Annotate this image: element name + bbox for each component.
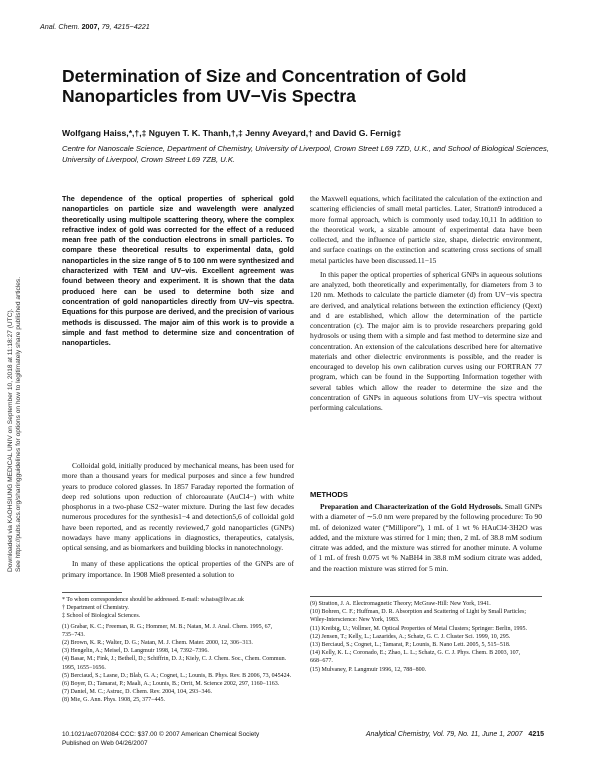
journal-issue-line: Analytical Chemistry, Vol. 79, No. 11, June 1, 2007 xyxy=(365,731,523,738)
reference: (9) Stratton, J. A. Electromagnetic Theory; McGraw-Hill: New York, 1941. xyxy=(310,601,491,607)
article-title: Determination of Size and Concentration of Gold Nanoparticles from UV−Vis Spectra xyxy=(62,66,467,106)
footnote: ‡ School of Biological Sciences. xyxy=(62,613,141,620)
references-right xyxy=(310,600,542,674)
journal-name: Anal. Chem. xyxy=(40,22,80,31)
reference: (5) Berciaud, S.; Lasne, D.; Blab, G. A.; Cognet, L.; Lounis, B. Phys. Rev. B 2006, 73, 045424. xyxy=(62,672,292,679)
reference: (2) Brown, K. R.; Walter, D. G.; Natan, M. J. Chem. Mater. 2000, 12, 306−313. xyxy=(62,640,253,647)
journal-citation xyxy=(40,22,150,31)
abstract: The dependence of the optical properties of spherical gold nanoparticles on particle size and wavelength were analyzed theoretically using multipole scattering theory, where the complex refractive index of gold was corrected for the effect of a reduced mean free path of the conduction electrons in small particles. To compare these theoretical results to experimental data, gold nanoparticles in the size range of 5 to 100 nm were synthesized and characterized with TEM and UV−vis. Excellent agreement was found between theory and experiment. It is shown that the data produced here can be used to determine both size and concentration of gold nanoparticles directly from UV−vis spectra. Equations for this purpose are derived, and the precision of various methods is discussed. The major aim of this work is to provide a simple and fast method to determine size and concentration of nanoparticles. xyxy=(62,194,294,348)
reference: (7) Daniel, M. C.; Astruc, D. Chem. Rev. 2004, 104, 293−346. xyxy=(62,689,212,696)
footnote: * To whom correspondence should be addressed. E-mail: w.haiss@liv.ac.uk xyxy=(62,597,244,603)
footer-right xyxy=(300,731,544,738)
right-paragraph-2: In this paper the optical properties of spherical GNPs in aqueous solutions are analyzed, both theoretically and experimentally, for diameters from 3 to 120 nm. Methods to calculate the particle diameter (d) from UV−vis spectra are derived, and analytical relations between the extinction efficiency (Qext) and d are established, which allow the determination of the particle concentration (c). The major aim is to provide researchers preparing gold hydrosols or using them with a simple and fast method to determine size and concentration. An extension of the calculations described here for alternative materials and other dielectric environments is possible, and the reader is encouraged to develop his own calibration curves using our FORTRAN 77 program, which can be found in the Supporting Information together with several tables which allow the reader to determine the size and the concentration of GNPs in aqueous solutions from UV−vis spectra without performing calculations. xyxy=(310,269,542,412)
intro-paragraph-1: Colloidal gold, initially produced by mechanical means, has been used for more than a thousand years for medical purposes and since a few hundred years to produce colored glasses. In 1857 Faraday reported the formation of deep red solutions upon reduction of chloroaurate (AuCl4−) with white phosphorus in a two-phase CS2−water mixture. During the last few decades numerous procedures for the synthesis1−4 and detection5,6 of colloidal gold have been reported, and as recently reviewed,7 gold nanoparticles (GNPs) nowadays have many applications in diagnostics, therapeutics, catalysis, optical sensing, and as biomarkers and building blocks in nanotechnology. xyxy=(62,461,294,552)
footnotes-and-references xyxy=(62,596,294,705)
reference: (3) Hengelin, A.; Meisel, D. Langmuir 1998, 14, 7392−7396. xyxy=(62,648,209,655)
reference: (6) Boyer, D.; Tamarat, P.; Maali, A.; Lounis, B.; Orrit, M. Science 2002, 297, 1160−1163. xyxy=(62,681,280,688)
doi-line: 10.1021/ac0702084 CCC: $37.00 © 2007 American Chemical Society xyxy=(62,731,260,738)
methods-subheading: Preparation and Characterization of the Gold Hydrosols. xyxy=(320,502,503,511)
right-column-text xyxy=(310,194,542,417)
methods-section xyxy=(310,502,542,574)
reference: (8) Mie, G. Ann. Phys. 1908, 25, 377−445. xyxy=(62,697,166,704)
journal-year: 2007, xyxy=(81,22,100,31)
introduction xyxy=(62,461,294,586)
reference: (4) Basar, M.; Fink, J.; Bethell, D.; Schiffrin, D. J.; Kiely, C. J. Chem. Soc., Chem. Commun. 1995, 1655−1656. xyxy=(62,656,287,671)
reference: (1) Grabar, K. C.; Freeman, R. G.; Hommer, M. B.; Natan, M. J. Anal. Chem. 1995, 67, 735−743. xyxy=(62,623,273,638)
published-line: Published on Web 04/26/2007 xyxy=(62,739,148,747)
sidebar-line-2: See https://pubs.acs.org/sharingguidelines for options on how to legitimately share published articles. xyxy=(15,276,22,572)
footnote-divider xyxy=(62,592,122,593)
reference: (15) Mulvaney, P. Langmuir 1996, 12, 788−800. xyxy=(310,666,427,673)
footer-left xyxy=(62,731,259,748)
reference: (10) Bohren, C. F.; Huffman, D. R. Absorption and Scattering of Light by Small Particles; Wiley-Interscience: New York, 1983. xyxy=(310,609,527,624)
affiliations: Centre for Nanoscale Science, Department of Chemistry, University of Liverpool, Crown Street L69 7ZD, U.K., and School of Biological Sciences, University of Liverpool, Crown Street L69 7ZB, U.K. xyxy=(62,144,549,164)
reference: (13) Berciaud, S.; Cognet, L.; Tamarat, P.; Lounis, B. Nano Lett. 2005, 5, 515−518. xyxy=(310,642,511,649)
methods-paragraph xyxy=(310,502,542,574)
right-paragraph-1: the Maxwell equations, which facilitated the calculation of the extinction and scattering efficiencies of small metal particles. Later, Stratton9 introduced a more formal approach, which is commonly used today.10,11 In addition to the theoretical work, a sizable amount of experimental data have been collected, and the influence of particle size, shape, dielectric environment, and surface coatings on the extinction and scattering cross sections of small metal particles have been discussed.11−15 xyxy=(310,194,542,265)
methods-text: Small GNPs with a diameter of ∼5.0 nm were prepared by the following procedure: To 90 mL of deionized water (“Millipore”), 1 mL of 1 wt % HAuCl4·3H2O was added, and the mixture was stirred for 1 min; then, 2 mL of 38.8 mM sodium citrate was added, and the mixture was stirred for another minute. A volume of 1 mL of fresh 0.075 wt % NaBH4 in 38.8 mM sodium citrate was added, and the reaction mixture was stirred for 5 min. xyxy=(310,502,542,573)
methods-heading: METHODS xyxy=(310,490,348,499)
journal-pages: 4215−4221 xyxy=(113,22,150,31)
intro-paragraph-2: In many of these applications the optical properties of the GNPs are of primary importance. In 1908 Mie8 presented a solution to xyxy=(62,559,294,579)
sidebar-line-1: Downloaded via KAOHSIUNG MEDICAL UNIV on September 10, 2018 at 11:18:27 (UTC). xyxy=(7,308,14,572)
reference: (12) Jensen, T.; Kelly, L.; Lazarides, A.; Schatz, G. C. J. Cluster Sci. 1999, 10, 295. xyxy=(310,633,511,640)
page-number: 4215 xyxy=(528,731,544,738)
footnote: † Department of Chemistry. xyxy=(62,605,129,612)
reference-divider xyxy=(310,596,542,597)
journal-volume: 79, xyxy=(101,22,112,31)
author-list: Wolfgang Haiss,*,†,‡ Nguyen T. K. Thanh,†,‡ Jenny Aveyard,† and David G. Fernig‡ xyxy=(62,128,402,138)
download-sidebar xyxy=(1,232,25,572)
reference: (11) Kreibig, U.; Vollmer, M. Optical Properties of Metal Clusters; Springer: Berlin, 1995. xyxy=(310,625,527,632)
reference: (14) Kelly, K. L.; Coronado, E.; Zhao, L. L.; Schatz, G. C. J. Phys. Chem. B 2003, 107, 668−677. xyxy=(310,650,521,665)
